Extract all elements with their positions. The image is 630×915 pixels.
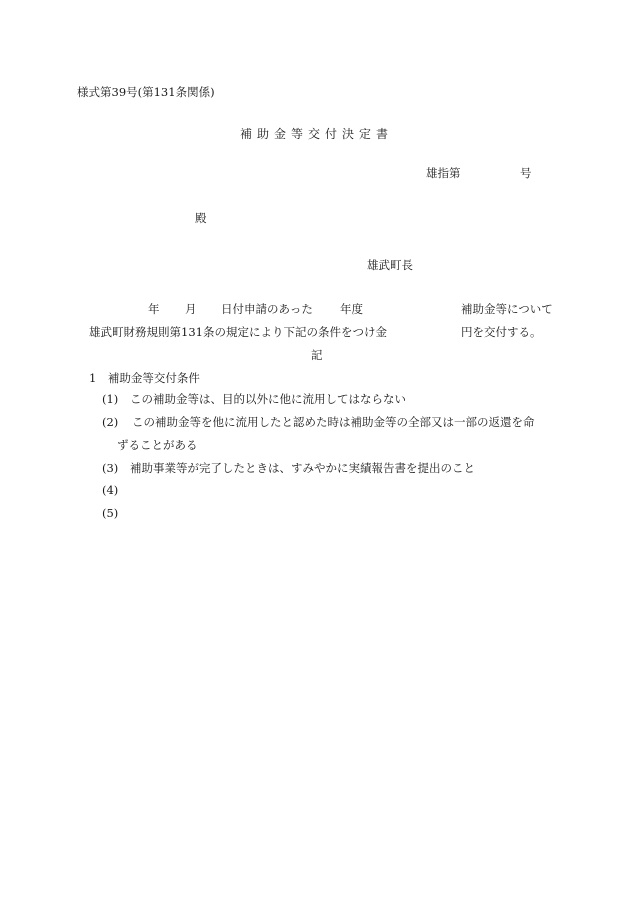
condition-item-3-text: 補助事業等が完了したときは、すみやかに実績報告書を提出のこと (130, 461, 475, 475)
body-year-label: 年 (148, 302, 160, 316)
body-yen-grant: 円を交付する。 (461, 325, 542, 339)
body-date-application: 日付申請のあった (221, 302, 313, 316)
body-month-label: 月 (185, 302, 197, 316)
document-title: 補助金等交付決定書 (240, 127, 394, 141)
section1-heading: 1 補助金等交付条件 (89, 371, 200, 385)
body-regulation-text: 雄武町財務規則第131条の規定により下記の条件をつけ金 (89, 325, 387, 339)
condition-item-2-continuation: ずることがある (117, 438, 198, 452)
body-subsidy-concerning: 補助金等について (461, 302, 553, 316)
form-number: 様式第39号(第131条関係) (77, 85, 215, 99)
condition-item-3-number: (3) (102, 461, 119, 475)
condition-item-2-number: (2) (102, 415, 119, 429)
addressee-suffix: 殿 (195, 211, 207, 225)
condition-item-4-number: (4) (102, 483, 119, 497)
condition-item-5-number: (5) (102, 506, 119, 520)
issuer: 雄武町長 (367, 258, 413, 272)
doc-number-prefix: 雄指第 (426, 166, 461, 180)
ki-marker: 記 (311, 348, 323, 362)
condition-item-1-number: (1) (102, 392, 119, 406)
body-fiscal-year: 年度 (340, 302, 363, 316)
doc-number-suffix: 号 (520, 166, 532, 180)
condition-item-1-text: この補助金等は、目的以外に他に流用してはならない (130, 392, 406, 406)
condition-item-2-text: この補助金等を他に流用したと認めた時は補助金等の全部又は一部の返還を命 (132, 415, 535, 429)
